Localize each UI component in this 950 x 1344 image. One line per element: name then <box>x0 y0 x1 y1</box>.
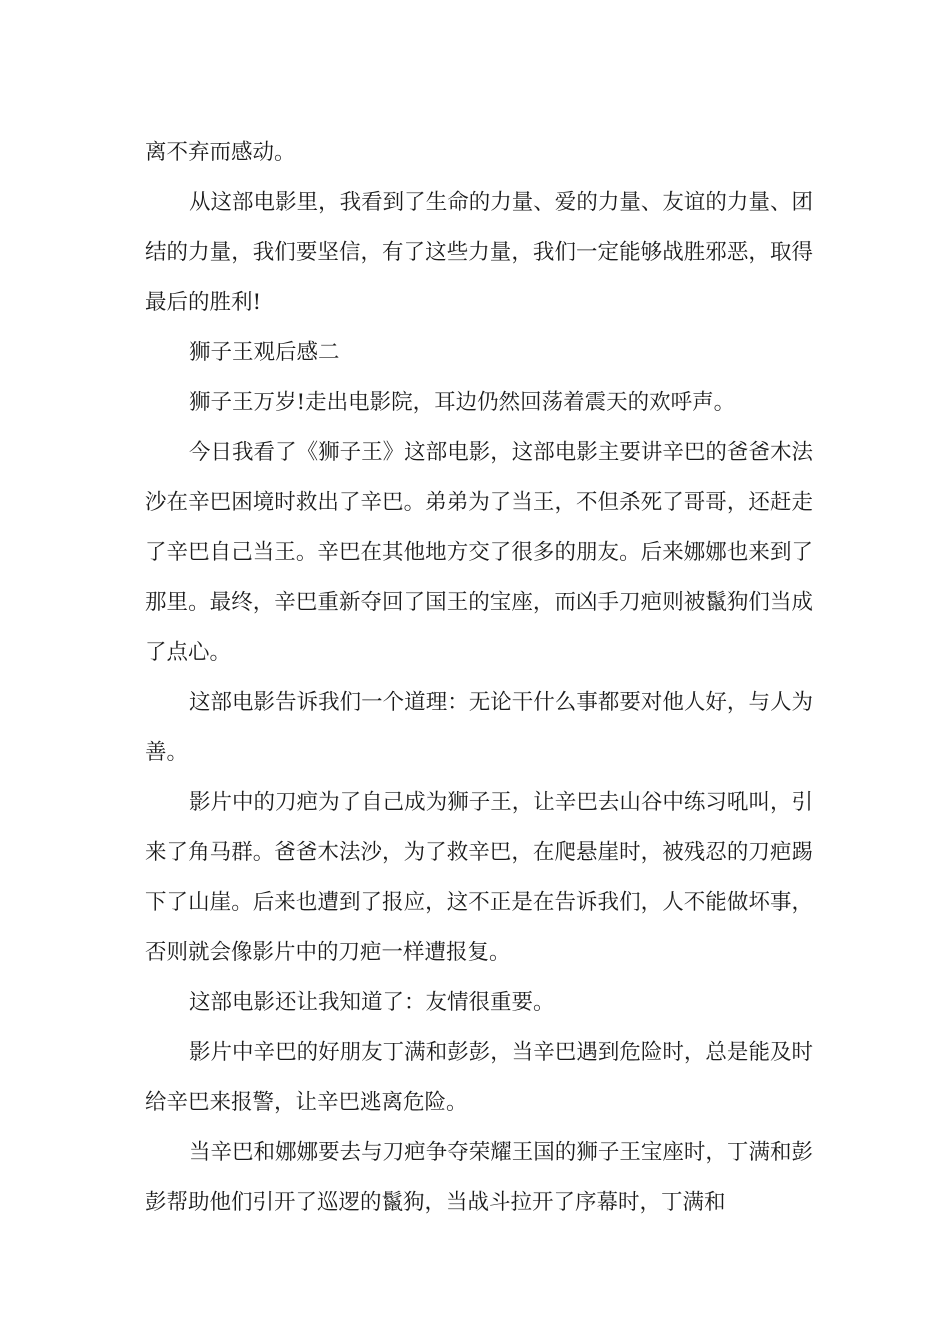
paragraph: 今日我看了《狮子王》这部电影，这部电影主要讲辛巴的爸爸木法沙在辛巴困境时救出了辛巴。弟弟为了当王，不但杀死了哥哥，还赶走了辛巴自己当王。辛巴在其他地方交了很多的朋友。后来娜娜也来到了那里。最终，辛巴重新夺回了国王的宝座，而凶手刀疤则被鬣狗们当成了点心。 <box>145 440 813 665</box>
document-body <box>145 128 813 1228</box>
paragraph: 影片中辛巴的好朋友丁满和彭彭，当辛巴遇到危险时，总是能及时给辛巴来报警，让辛巴逃离危险。 <box>145 1040 813 1115</box>
paragraph: 从这部电影里，我看到了生命的力量、爱的力量、友谊的力量、团结的力量，我们要坚信，有了这些力量，我们一定能够战胜邪恶，取得最后的胜利! <box>145 190 813 315</box>
paragraph: 狮子王万岁!走出电影院，耳边仍然回荡着震天的欢呼声。 <box>189 390 736 415</box>
paragraph: 离不弃而感动。 <box>145 140 296 165</box>
paragraph: 这部电影告诉我们一个道理：无论干什么事都要对他人好，与人为善。 <box>145 690 813 765</box>
paragraph: 当辛巴和娜娜要去与刀疤争夺荣耀王国的狮子王宝座时，丁满和彭彭帮助他们引开了巡逻的鬣狗，当战斗拉开了序幕时，丁满和 <box>145 1140 813 1215</box>
paragraph: 这部电影还让我知道了：友情很重要。 <box>189 990 555 1015</box>
paragraph: 影片中的刀疤为了自己成为狮子王，让辛巴去山谷中练习吼叫，引来了角马群。爸爸木法沙，为了救辛巴，在爬悬崖时，被残忍的刀疤踢下了山崖。后来也遭到了报应，这不正是在告诉我们，人不能做坏事，否则就会像影片中的刀疤一样遭报复。 <box>145 790 813 965</box>
section-heading: 狮子王观后感二 <box>189 340 340 365</box>
